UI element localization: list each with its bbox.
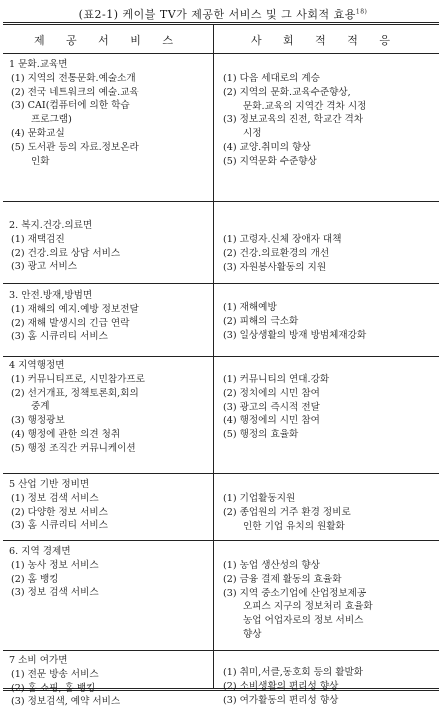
effect-item: (1) 농업 생산성의 향상 [223,560,320,571]
row-separator [3,650,439,651]
effect-item: (5) 지역문화 수준향상 [223,155,317,167]
header-services: 제 공 서 비 스 [33,34,183,47]
effect-item: (4) 교양.취미의 향상 [223,141,311,153]
service-item: (1) 농사 정보 서비스 [11,559,99,571]
effect-item: (2) 소비생활의 편리성 향상 [223,680,339,692]
service-item: (2) 재해 발생시의 긴급 연락 [11,317,130,329]
service-item: (3) 정보 검색 서비스 [11,587,99,599]
service-item: (3) 행정광보 [11,415,65,427]
table-caption [0,6,446,22]
effect-item: (3) 지역 중소기업에 산업정보제공 [223,587,367,599]
caption-text: (표2-1) 케이블 TV가 제공한 서비스 및 그 사회적 효용 [78,8,356,21]
service-cell [7,289,139,344]
effect-item: (3) 일상생활의 방재 방범체재강화 [223,329,367,341]
category-title: 7 소비 여가면 [9,655,68,666]
row-separator [3,540,439,541]
effect-item: (3) 정보교육의 진전, 학교간 격차 [223,114,364,126]
effect-item: (5) 행정의 효율화 [223,429,299,441]
service-item: (3) CAI(컴퓨터에 의한 학습 [11,100,130,112]
header-rule [3,53,439,54]
effect-item: 향상 [243,628,262,640]
effect-item: (3) 자원봉사활동의 지원 [223,261,327,273]
category-title: 2. 복지.건강.의료면 [9,220,93,231]
service-item: (2) 홈 쇼핑, 홈 뱅킹 [11,682,96,694]
service-item: (4) 문화교실 [11,127,65,139]
service-cell [7,478,108,533]
service-item: (5) 도서관 등의 자료.정보온라 [11,141,139,153]
effect-item: (1) 재해예방 [223,302,277,313]
caption-footnote-mark: 18) [355,8,368,16]
effect-cell [219,373,329,442]
service-item: (1) 정보 검색 서비스 [11,492,99,504]
effect-item: (4) 행정에의 시민 참여 [223,415,320,427]
service-item: (3) 홈 시큐리티 서비스 [11,331,108,343]
effect-cell [219,559,373,642]
effect-cell [219,666,363,707]
service-item: (1) 지역의 전통문화.예술소개 [11,72,136,84]
service-item: (1) 전문 방송 서비스 [11,668,99,680]
category-title: 4 지역행정면 [9,360,65,371]
service-item: (5) 행정 조직간 커뮤니케이션 [11,442,136,454]
service-item: 중계 [31,401,50,413]
effect-item: 시정 [243,128,262,140]
effect-item: (2) 종업원의 거주 환경 정비로 [223,506,351,518]
category-title: 5 산업 기반 정비면 [9,479,90,490]
category-title: 1 문화.교육면 [9,59,68,70]
effect-item: (1) 커뮤니티의 연대.강화 [223,374,330,385]
effect-cell [219,233,341,274]
effect-item: (2) 건강.의료환경의 개선 [223,247,330,259]
service-item: (1) 재택검진 [11,233,65,245]
service-item: (2) 다양한 정보 서비스 [11,506,108,518]
effect-item: (2) 금융 결제 활동의 효율화 [223,573,342,585]
effect-item: (2) 피해의 극소화 [223,315,299,327]
effect-cell [219,72,366,169]
service-cell [7,654,120,709]
service-item: (3) 홈 시큐리티 서비스 [11,520,108,532]
effect-item: (3) 광고의 즉시적 전달 [223,401,320,413]
row-separator [3,356,439,357]
service-item: (1) 커뮤니티프로, 시민참가프로 [11,373,145,385]
category-title: 3. 안전.방재,방범면 [9,290,93,301]
header-social-effects: 사 회 적 적 응 [250,34,400,47]
effect-item: 문화.교육의 지역간 격차 시정 [243,100,367,112]
service-table [3,22,439,708]
service-item: (4) 행정에 관한 의견 청취 [11,428,121,440]
effect-item: (1) 고령자.신체 장애자 대책 [223,234,342,245]
effect-cell [219,492,351,533]
service-item: 인화 [31,155,50,167]
effect-item: 농업 어업자로의 정보 서비스 [243,615,364,627]
service-cell [7,58,139,168]
service-item: (2) 전국 네트워크의 예술.교육 [11,86,139,98]
effect-item: 인한 기업 유치의 원활화 [243,520,345,532]
effect-item: (2) 지역의 문화.교육수준향상, [223,86,351,98]
service-item: (2) 선거개표, 정책토론회,회의 [11,387,139,399]
service-item: (3) 광고 서비스 [11,261,78,273]
row-separator [3,283,439,284]
effect-item: (1) 기업활동지원 [223,493,296,504]
effect-item: (1) 취미,서클,동호회 등의 활발화 [223,667,364,678]
service-cell [7,545,99,600]
service-item: (1) 재해의 예지.예방 정보전달 [11,303,139,315]
effect-item: (1) 다음 세대로의 계승 [223,73,320,84]
effect-item: (3) 여가활동의 편리성 향상 [223,694,339,706]
service-cell [7,359,145,456]
service-cell [7,219,120,274]
category-title: 6. 지역 경제면 [9,546,71,557]
service-item: (2) 건강.의료 상담 서비스 [11,247,121,259]
service-item: (3) 정보검색, 예약 서비스 [11,696,121,708]
effect-item: 오피스 지구의 정보처리 효율화 [243,601,373,613]
row-separator [3,201,439,202]
service-item: 프로그램) [31,114,72,126]
row-separator [3,473,439,474]
service-item: (2) 홈 뱅킹 [11,573,59,585]
effect-cell [219,301,366,342]
effect-item: (2) 정치에의 시민 참여 [223,387,320,399]
